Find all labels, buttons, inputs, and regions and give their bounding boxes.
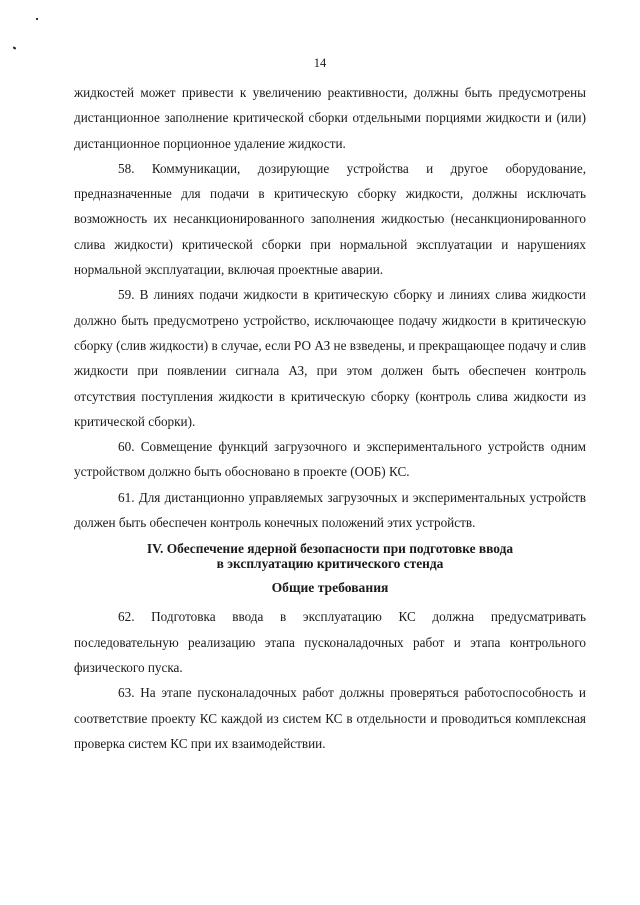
- scan-speck: [13, 46, 17, 49]
- section-heading: [74, 541, 586, 571]
- document-body: [74, 80, 586, 756]
- scan-speck: [36, 18, 38, 20]
- paragraph-63: 63. На этапе пусконаладочных работ должны проверяться работоспособность и соответствие проекту КС каждой из систем КС в отдельности и проводиться комплексная проверка систем КС при их взаимодействии.: [74, 685, 586, 751]
- paragraph-62: 62. Подготовка ввода в эксплуатацию КС должна предусматривать последовательную реализацию этапа пусконаладочных работ и этапа контрольного физического пуска.: [74, 609, 586, 675]
- paragraph-61: 61. Для дистанционно управляемых загрузочных и экспериментальных устройств должен быть обеспечен контроль конечных положений этих устройств.: [74, 489, 586, 531]
- section-heading-line-1: IV. Обеспечение ядерной безопасности при подготовке ввода: [146, 541, 514, 557]
- paragraph-59: 59. В линиях подачи жидкости в критическую сборку и линиях слива жидкости должно быть предусмотрено устройство, исключающее подачу жидкости в критическую сборку (слив жидкости) в случае, если РО АЗ не взведены, и прекращающее подачу и слив жидкости при появлении сигнала АЗ, при этом должен быть обеспечен контроль отсутствия поступления жидкости в критическую сборку (контроль слива жидкости из критической сборки).: [74, 287, 586, 429]
- paragraph-58: 58. Коммуникации, дозирующие устройства и другое оборудование, предназначенные для подачи в критическую сборку жидкости, должны исключать возможность их несанкционированного заполнения жидкостью (несанкционированного слива жидкости) критической сборки при нормальной эксплуатации и нарушениях нормальной эксплуатации, включая проектные аварии.: [74, 160, 586, 278]
- page-number: 14: [313, 56, 327, 70]
- paragraph-57-continuation: жидкостей может привести к увеличению реактивности, должны быть предусмотрены дистанционное заполнение критической сборки отдельными порциями жидкости и (или) дистанционное порционное удаление жидкости.: [74, 85, 586, 151]
- section-subheading: Общие требования: [271, 580, 389, 596]
- section-heading-line-2: в эксплуатацию критического стенда: [216, 556, 444, 572]
- paragraph-60: 60. Совмещение функций загрузочного и экспериментального устройств одним устройством должно быть обосновано в проекте (ООБ) КС.: [74, 439, 586, 480]
